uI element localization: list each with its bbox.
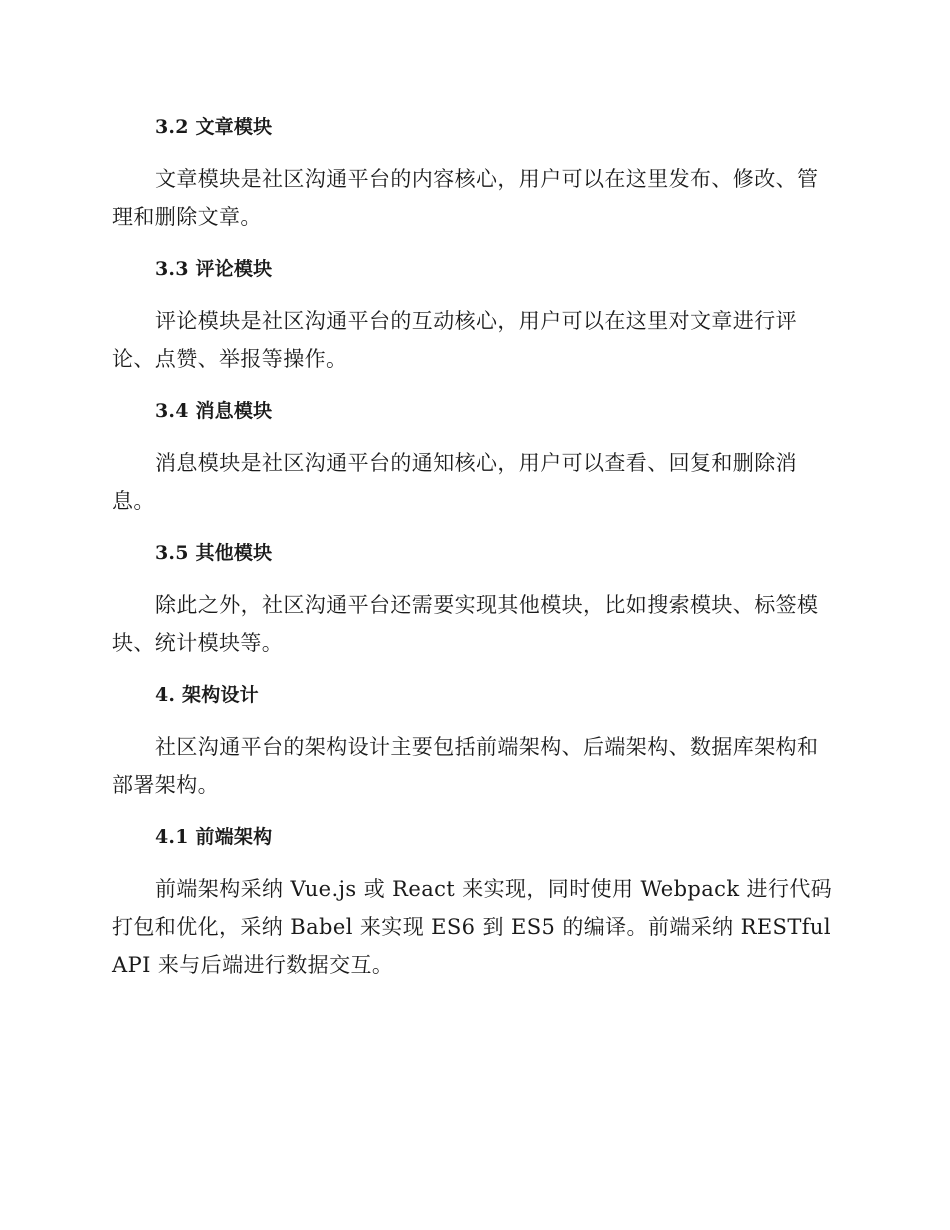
section-paragraph-3-5: 除此之外，社区沟通平台还需要实现其他模块，比如搜索模块、标签模块、统计模块等。: [112, 593, 819, 655]
section-heading-3-2: 3.2 文章模块: [155, 116, 273, 138]
section-paragraph-3-3: 评论模块是社区沟通平台的互动核心，用户可以在这里对文章进行评论、点赞、举报等操作。: [112, 309, 797, 371]
spacer: [112, 430, 838, 444]
section-heading-4: 4. 架构设计: [155, 684, 259, 706]
spacer: [112, 378, 838, 392]
document-body: [112, 108, 838, 984]
section-heading-3-5: 3.5 其他模块: [155, 542, 273, 564]
spacer: [112, 856, 838, 870]
spacer: [112, 236, 838, 250]
spacer: [112, 288, 838, 302]
section-paragraph-3-2: 文章模块是社区沟通平台的内容核心，用户可以在这里发布、修改、管理和删除文章。: [112, 167, 819, 229]
spacer: [112, 804, 838, 818]
spacer: [112, 572, 838, 586]
section-paragraph-3-4: 消息模块是社区沟通平台的通知核心，用户可以查看、回复和删除消息。: [112, 451, 797, 513]
section-paragraph-4-1: 前端架构采纳 Vue.js 或 React 来实现，同时使用 Webpack 进行代码打包和优化，采纳 Babel 来实现 ES6 到 ES5 的编译。前端采纳 RESTful API 来与后端进行数据交互。: [112, 877, 833, 977]
spacer: [112, 714, 838, 728]
spacer: [112, 146, 838, 160]
section-heading-3-3: 3.3 评论模块: [155, 258, 273, 280]
section-heading-4-1: 4.1 前端架构: [155, 826, 273, 848]
spacer: [112, 520, 838, 534]
spacer: [112, 662, 838, 676]
section-paragraph-4: 社区沟通平台的架构设计主要包括前端架构、后端架构、数据库架构和部署架构。: [112, 735, 819, 797]
section-heading-3-4: 3.4 消息模块: [155, 400, 273, 422]
